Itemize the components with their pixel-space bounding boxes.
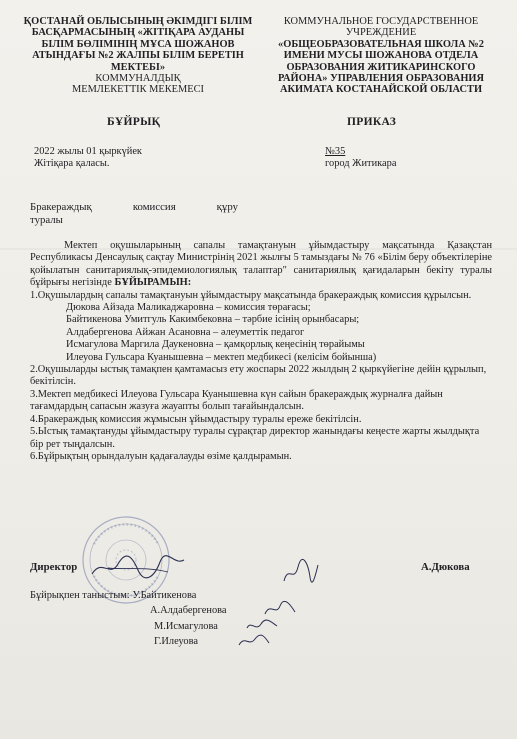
header-kazakh-type-2: МЕМЛЕКЕТТІК МЕКЕМЕСІ	[71, 84, 205, 96]
ack-name: М.Исмагулова	[154, 620, 218, 632]
header-kazakh-org-name: ҚОСТАНАЙ ОБЛЫСЫНЫҢ ӘКІМДІГІ БІЛІМ БАСҚАРМАСЫНЫҢ «ЖІТІҚАРА АУДАНЫ БІЛІМ БӨЛІМІНІҢ МҰСА ШОЖАНОВ АТЫНДАҒЫ №2 ЖАЛПЫ БІЛІМ БЕРЕТІН МЕКТЕБІ»	[23, 16, 253, 73]
director-signature	[88, 552, 188, 582]
document-title-kazakh: БҰЙРЫҚ	[107, 116, 161, 128]
order-body	[30, 240, 492, 463]
header-kazakh-type-1: КОММУНАЛДЫҚ	[95, 73, 181, 85]
director-label: Директор	[30, 561, 78, 573]
commission-member: Илеуова Гульсара Куанышевна – мектеп медбикесі (келісім бойынша)	[66, 351, 377, 363]
ack-name: У.Байтикенова	[132, 590, 197, 601]
ack-name: А.Алдабергенова	[150, 605, 227, 617]
commission-member: Алдабергенова Айжан Асановна – әлеуметтік педагог	[66, 326, 305, 338]
city-kazakh: Жітіқара қаласы.	[34, 158, 110, 169]
date-block-kazakh	[34, 146, 142, 170]
city-russian: город Житикара	[325, 158, 397, 169]
header-kazakh-block	[22, 16, 254, 96]
intro-paragraph	[30, 240, 492, 290]
ack-label: Бұйрықпен таныстым:	[30, 590, 130, 601]
document-title-russian: ПРИКАЗ	[347, 116, 397, 128]
director-name: А.Дюкова	[421, 561, 470, 573]
order-item-5: 5.Ыстық тамақтануды ұйымдастыру туралы сұрақтар директор жанындағы кеңесте жарты жылдықта бір рет тыңдалсын.	[30, 426, 480, 450]
header-russian-type: КОММУНАЛЬНОЕ ГОСУДАРСТВЕННОЕ УЧРЕЖДЕНИЕ	[283, 16, 479, 39]
margin-signature	[280, 557, 320, 589]
intro-text: Мектеп оқушыларының сапалы тамақтануын ұйымдастыру мақсатында Қазақстан Республикасы Денсаулық сақтау Министрінің 2021 жылғы 5 тамыздағы № 76 «Білім беру объектілеріне қойылатын санитариялық-эпидемиологиялық талаптар" санитариялық қағидаларын бекіту туралы бұйрығы негізінде	[30, 240, 492, 289]
order-item-2: 2.Оқушыларды ыстық тамақпен қамтамасыз ету жоспары 2022 жылдың 2 қыркүйегіне дейін құрылып, бекітілсін.	[30, 364, 487, 388]
ack-row	[30, 634, 227, 649]
header-russian-block	[262, 16, 500, 96]
acknowledgement-block	[30, 588, 227, 650]
order-item-4: 4.Бракераждық комиссия жұмысын ұйымдастыру туралы ереже бекітілсін.	[30, 413, 362, 425]
subject-line-2: туралы	[30, 214, 63, 226]
commission-member: Исмагулова Маргила Даукеновна – қамқорлық кеңесінің төрайымы	[66, 339, 365, 351]
ack-signature	[236, 632, 272, 650]
intro-command: БҰЙЫРАМЫН:	[114, 277, 192, 289]
commission-member: Дюкова Айзада Маликаджаровна – комиссия төрағасы;	[66, 302, 311, 314]
ack-row	[30, 619, 227, 634]
header-russian-org-name: «ОБЩЕОБРАЗОВАТЕЛЬНАЯ ШКОЛА №2 ИМЕНИ МУСЫ ШОЖАНОВА ОТДЕЛА ОБРАЗОВАНИЯ ЖИТИКАРИНСКОГО РАЙОНА» УПРАВЛЕНИЯ ОБРАЗОВАНИЯ АКИМАТА КОСТАНАЙСКОЙ ОБЛАСТИ	[278, 38, 484, 96]
order-item-1: 1.Оқушылардың сапалы тамақтануын ұйымдастыру мақсатында бракераждық комиссия құрылсын.	[30, 289, 472, 301]
number-block	[325, 146, 396, 170]
ack-row	[30, 603, 227, 618]
ack-row	[30, 588, 227, 603]
order-date: 2022 жылы 01 қыркүйек	[34, 146, 142, 157]
order-item-3: 3.Мектеп медбикесі Илеуова Гульсара Куанышевна күн сайын бракераждық журналға дайын тағамдардың сапасын жазуға жауапты болып тағайындалсын.	[30, 388, 443, 413]
ack-name: Г.Илеуова	[154, 636, 198, 648]
order-item-6: 6.Бұйрықтың орындалуын қадағалауды өзіме қалдырамын.	[30, 450, 292, 462]
subject-line-1: Бракераждық комиссия құру	[30, 201, 238, 213]
commission-member: Байтикенова Умитгуль Какимбековна – тәрбие ісінің орынбасары;	[66, 314, 360, 326]
order-number: №35	[325, 146, 346, 157]
order-subject	[30, 201, 238, 227]
